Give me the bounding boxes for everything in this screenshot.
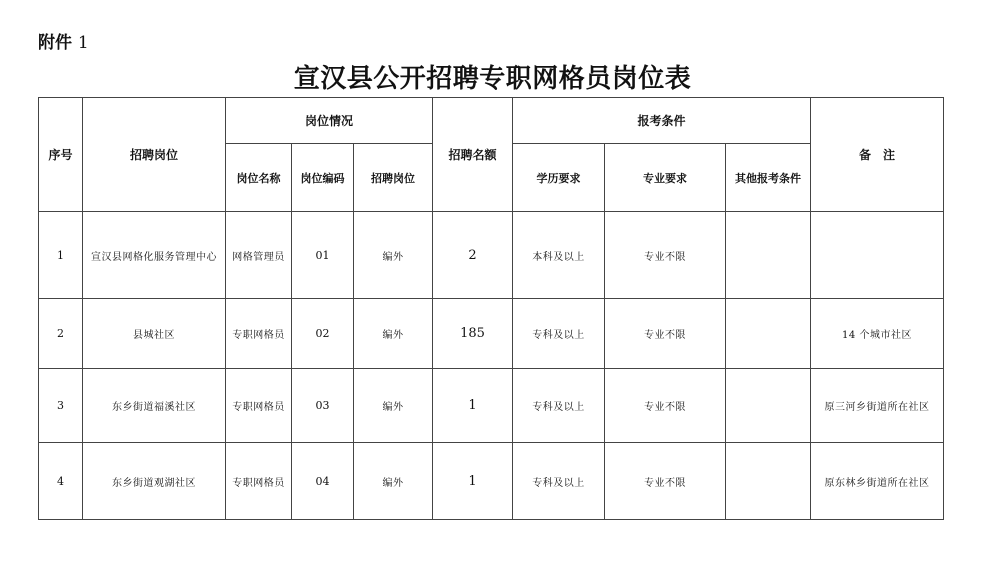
- cell-index: 4: [39, 443, 83, 520]
- header-post-info-group: 岗位情况: [226, 98, 433, 144]
- cell-position: 县城社区: [83, 299, 226, 369]
- table-row: [39, 299, 944, 369]
- cell-education: 专科及以上: [513, 299, 605, 369]
- table-row: [39, 369, 944, 443]
- cell-position: 东乡街道观湖社区: [83, 443, 226, 520]
- header-position: 招聘岗位: [83, 98, 226, 212]
- header-education: 学历要求: [513, 144, 605, 212]
- cell-position: 东乡街道福溪社区: [83, 369, 226, 443]
- cell-quota: 1: [433, 369, 513, 443]
- cell-remarks: [811, 212, 944, 299]
- cell-quota: 185: [433, 299, 513, 369]
- cell-other-conditions: [726, 369, 811, 443]
- cell-post-name: 专职网格员: [226, 369, 292, 443]
- cell-education: 专科及以上: [513, 443, 605, 520]
- attachment-label: [38, 28, 89, 53]
- cell-remarks: 原三河乡街道所在社区: [811, 369, 944, 443]
- cell-post-type: 编外: [354, 212, 433, 299]
- cell-other-conditions: [726, 299, 811, 369]
- cell-other-conditions: [726, 212, 811, 299]
- cell-post-type: 编外: [354, 369, 433, 443]
- cell-major: 专业不限: [605, 299, 726, 369]
- table-row: [39, 443, 944, 520]
- cell-post-name: 专职网格员: [226, 443, 292, 520]
- page-title: 宣汉县公开招聘专职网格员岗位表: [293, 64, 692, 94]
- cell-post-name: 专职网格员: [226, 299, 292, 369]
- header-remarks: 备 注: [811, 98, 944, 212]
- cell-remarks: 原东林乡街道所在社区: [811, 443, 944, 520]
- cell-post-type: 编外: [354, 299, 433, 369]
- cell-post-type: 编外: [354, 443, 433, 520]
- cell-post-code: 04: [292, 443, 354, 520]
- cell-other-conditions: [726, 443, 811, 520]
- cell-post-code: 01: [292, 212, 354, 299]
- cell-post-code: 02: [292, 299, 354, 369]
- attachment-number: 1: [77, 33, 89, 53]
- cell-education: 本科及以上: [513, 212, 605, 299]
- header-post-name: 岗位名称: [226, 144, 292, 212]
- cell-post-code: 03: [292, 369, 354, 443]
- cell-quota: 1: [433, 443, 513, 520]
- cell-index: 3: [39, 369, 83, 443]
- header-conditions-group: 报考条件: [513, 98, 811, 144]
- cell-major: 专业不限: [605, 212, 726, 299]
- cell-major: 专业不限: [605, 369, 726, 443]
- header-other-conditions: 其他报考条件: [726, 144, 811, 212]
- cell-post-name: 网格管理员: [226, 212, 292, 299]
- cell-remarks: 14 个城市社区: [811, 299, 944, 369]
- header-index: 序号: [39, 98, 83, 212]
- header-post-code: 岗位编码: [292, 144, 354, 212]
- cell-education: 专科及以上: [513, 369, 605, 443]
- cell-index: 2: [39, 299, 83, 369]
- cell-position: 宣汉县网格化服务管理中心: [83, 212, 226, 299]
- header-quota: 招聘名额: [433, 98, 513, 212]
- cell-quota: 2: [433, 212, 513, 299]
- header-major: 专业要求: [605, 144, 726, 212]
- header-post-type: 招聘岗位: [354, 144, 433, 212]
- attachment-label-text: 附件: [38, 33, 72, 53]
- positions-table: [38, 97, 944, 520]
- cell-major: 专业不限: [605, 443, 726, 520]
- cell-index: 1: [39, 212, 83, 299]
- table-row: [39, 212, 944, 299]
